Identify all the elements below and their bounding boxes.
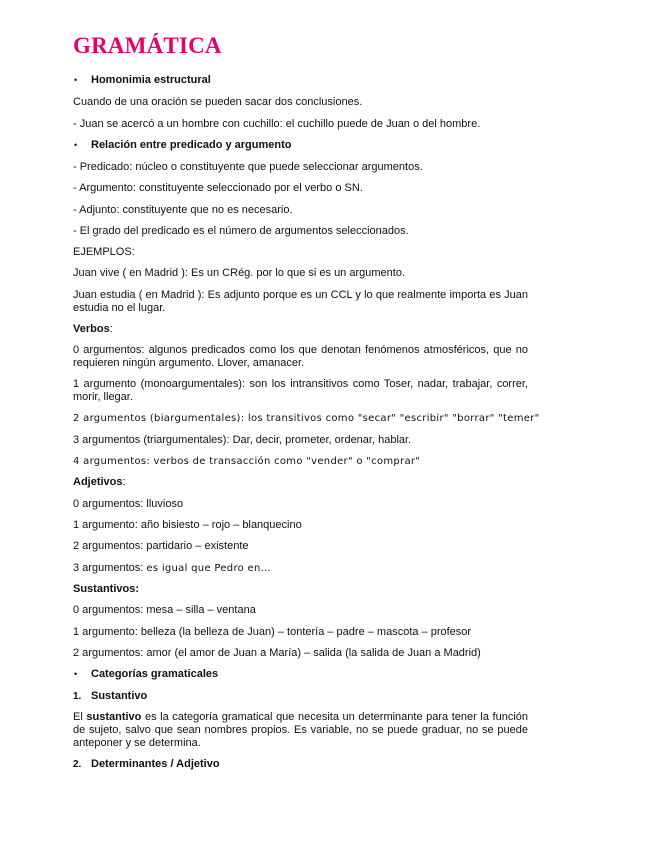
paragraph (73, 711, 528, 750)
text: 3 argumentos: (73, 562, 147, 574)
heading-determinantes: Determinantes / Adjetivo (91, 758, 220, 770)
paragraph: 2 argumentos (biargumentales): los transitivos como "secar" "escribir" "borrar" "temer" (73, 413, 540, 424)
bullet-icon: • (74, 140, 78, 150)
paragraph: 0 argumentos: mesa – silla – ventana (73, 604, 256, 616)
paragraph: 2 argumentos: partidario – existente (73, 540, 249, 552)
heading-homonimia: Homonimia estructural (91, 74, 211, 86)
heading-verbos (73, 323, 113, 336)
paragraph: 1 argumento (monoargumentales): son los intransitivos como Toser, nadar, trabajar, correr, morir, llegar. (73, 378, 528, 403)
paragraph: 1 argumento: belleza (la belleza de Juan) – tontería – padre – mascota – profesor (73, 626, 472, 638)
list-number: 2. (73, 759, 82, 770)
heading-sustantivos: Sustantivos: (73, 583, 140, 595)
bullet-icon: • (74, 75, 78, 85)
heading-sustantivo: Sustantivo (91, 690, 148, 702)
paragraph: - Juan se acercó a un hombre con cuchillo: el cuchillo puede de Juan o del hombre. (73, 118, 481, 130)
heading-relacion: Relación entre predicado y argumento (91, 139, 292, 151)
paragraph: - El grado del predicado es el número de argumentos seleccionados. (73, 225, 409, 237)
paragraph: Cuando de una oración se pueden sacar dos conclusiones. (73, 96, 363, 108)
text: El (73, 711, 87, 723)
page-title: GRAMÁTICA (73, 33, 222, 58)
paragraph: Juan estudia ( en Madrid ): Es adjunto porque es un CCL y lo que realmente importa es Juan estudia no el lugar. (73, 289, 528, 314)
heading-categorias: Categorías gramaticales (91, 668, 219, 680)
adjetivos-label: Adjetivos (73, 476, 123, 488)
paragraph: - Argumento: constituyente seleccionado por el verbo o SN. (73, 182, 363, 194)
bullet-icon: • (74, 669, 78, 679)
ejemplos-label: EJEMPLOS: (73, 246, 135, 258)
verbos-label: Verbos (73, 323, 110, 335)
paragraph: 1 argumento: año bisiesto – rojo – blanquecino (73, 519, 302, 531)
text-bold: sustantivo (86, 711, 142, 723)
paragraph: 4 argumentos: verbos de transacción como "vender" o "comprar" (73, 456, 421, 467)
paragraph: 0 argumentos: lluvioso (73, 498, 184, 510)
paragraph: 2 argumentos: amor (el amor de Juan a María) – salida (la salida de Juan a Madrid) (73, 647, 481, 659)
paragraph: 3 argumentos (triargumentales): Dar, decir, prometer, ordenar, hablar. (73, 434, 412, 446)
list-number: 1. (73, 691, 82, 702)
text: es la categoría gramatical que necesita un determinante para tener la función de sujeto, salvo que sean nombres propios. Es variable, no se puede graduar, no se puede anteponer y se determina. (73, 711, 529, 749)
paragraph: - Adjunto: constituyente que no es necesario. (73, 204, 293, 216)
paragraph: Juan vive ( en Madrid ): Es un CRég. por lo que si es un argumento. (73, 267, 406, 279)
colon: : (109, 323, 113, 335)
colon: : (122, 476, 126, 488)
paragraph: 0 argumentos: algunos predicados como los que denotan fenómenos atmosféricos, que no requieren ningún argumento. Llover, amanacer. (73, 344, 528, 369)
heading-adjetivos (73, 476, 126, 489)
paragraph: - Predicado: núcleo o constituyente que puede seleccionar argumentos. (73, 161, 423, 173)
text: es igual que Pedro en… (146, 563, 271, 574)
paragraph (73, 562, 271, 575)
